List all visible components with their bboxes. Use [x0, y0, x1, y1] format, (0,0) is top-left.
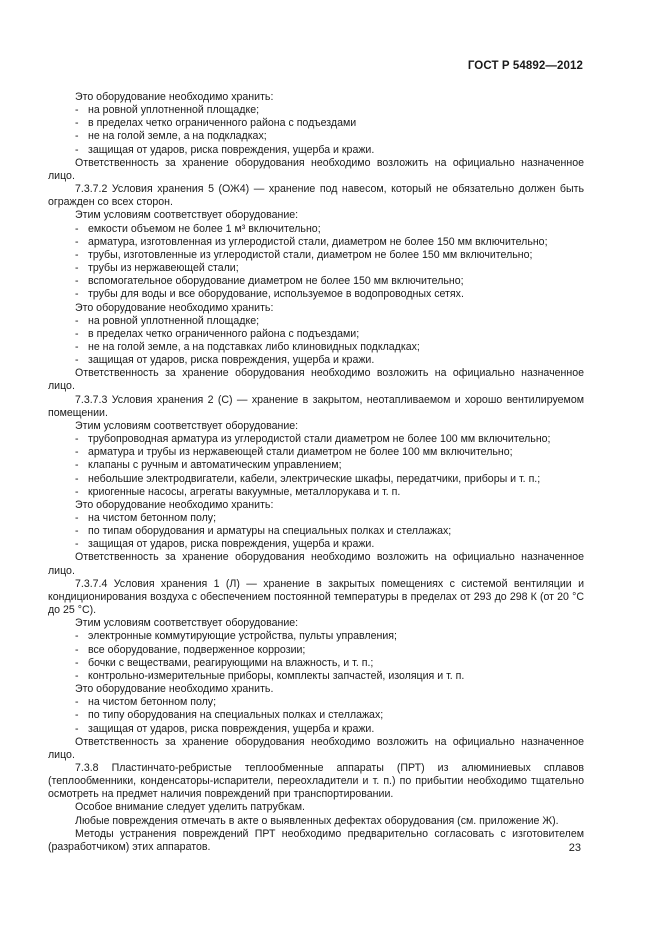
list-item-text: трубы из нержавеющей стали;	[88, 262, 239, 275]
list-item	[48, 486, 584, 499]
list-item	[48, 288, 584, 301]
list-item	[48, 709, 584, 722]
list-dash: -	[75, 709, 79, 722]
list-item-text: в пределах четко ограниченного района с подъездами	[88, 117, 357, 130]
list-dash: -	[75, 630, 79, 643]
list-item	[48, 130, 584, 143]
list-item-text: арматура, изготовленная из углеродистой стали, диаметром не более 150 мм включительно;	[88, 235, 548, 248]
list-item-text: трубы, изготовленные из углеродистой стали, диаметром не более 150 мм включительно;	[88, 248, 533, 261]
list-dash: -	[75, 235, 79, 248]
list-item-text: защищая от ударов, риска повреждения, ущерба и кражи.	[88, 722, 375, 735]
list-dash: -	[75, 314, 79, 327]
list-item	[48, 446, 584, 459]
paragraph: Любые повреждения отмечать в акте о выявленных дефектах оборудования (см. приложение Ж).	[75, 814, 559, 827]
list-item-text: защищая от ударов, риска повреждения, ущерба и кражи.	[88, 143, 375, 156]
list-item-text: защищая от ударов, риска повреждения, ущерба и кражи.	[88, 538, 375, 551]
list-dash: -	[75, 143, 79, 156]
list-item	[48, 459, 584, 472]
paragraph: Это оборудование необходимо хранить.	[75, 683, 274, 696]
list-item-text: небольшие электродвигатели, кабели, электрические шкафы, передатчики, приборы и т. п.;	[88, 472, 541, 485]
list-item-text: емкости объемом не более 1 м³ включительно;	[88, 222, 321, 235]
list-dash: -	[75, 446, 79, 459]
list-dash: -	[75, 485, 79, 498]
list-item-text: по типам оборудования и арматуры на специальных полках и стеллажах;	[88, 525, 452, 538]
list-item	[48, 538, 584, 551]
list-dash: -	[75, 104, 79, 117]
list-item	[48, 512, 584, 525]
list-item	[48, 236, 584, 249]
list-item	[48, 433, 584, 446]
list-item	[48, 670, 584, 683]
paragraph: Ответственность за хранение оборудования необходимо возложить на официально назначенное лицо.	[48, 367, 584, 393]
list-item-text: на ровной уплотненной площадке;	[88, 314, 260, 327]
paragraph: Это оборудование необходимо хранить:	[75, 498, 274, 511]
paragraph: 7.3.7.3 Условия хранения 2 (С) — хранение в закрытом, неотапливаемом и хорошо вентилируемом помещении.	[48, 393, 584, 419]
list-item-text: на чистом бетонном полу;	[88, 696, 217, 709]
list-item-text: не на голой земле, а на подставках либо клиновидных подкладках;	[88, 340, 420, 353]
list-item-text: по типу оборудования на специальных полках и стеллажах;	[88, 709, 384, 722]
list-dash: -	[75, 538, 79, 551]
list-dash: -	[75, 472, 79, 485]
list-item-text: электронные коммутирующие устройства, пульты управления;	[88, 630, 397, 643]
list-item-text: трубы для воды и все оборудование, используемое в водопроводных сетях.	[88, 288, 464, 301]
list-item-text: криогенные насосы, агрегаты вакуумные, металлорукава и т. п.	[88, 485, 401, 498]
list-item-text: трубопроводная арматура из углеродистой стали диаметром не более 100 мм включительно;	[88, 433, 551, 446]
list-item	[48, 104, 584, 117]
list-dash: -	[75, 722, 79, 735]
list-item-text: на чистом бетонном полу;	[88, 512, 217, 524]
list-item	[48, 354, 584, 367]
list-item	[48, 328, 584, 341]
list-dash: -	[75, 525, 79, 538]
list-dash: -	[75, 459, 79, 472]
document-standard-header: ГОСТ Р 54892—2012	[467, 60, 583, 72]
list-dash: -	[75, 222, 79, 235]
paragraph: 7.3.7.4 Условия хранения 1 (Л) — хранение в закрытых помещениях с системой вентиляции и кондиционирования воздуха с обеспечением постоянной температуры в пределах от 293 до 298 К (от 20 °С до 25 °С).	[48, 577, 584, 617]
list-dash: -	[75, 262, 79, 275]
list-item	[48, 473, 584, 486]
list-item	[48, 630, 584, 643]
paragraph: Ответственность за хранение оборудования необходимо возложить на официально назначенное лицо.	[48, 735, 584, 761]
list-item	[48, 696, 584, 709]
list-dash: -	[75, 512, 79, 524]
list-item-text: на ровной уплотненной площадке;	[88, 104, 260, 117]
paragraph: Методы устранения повреждений ПРТ необходимо предварительно согласовать с изготовителем (разработчиком) этих аппаратов.	[48, 827, 584, 853]
list-item	[48, 723, 584, 736]
list-dash: -	[75, 669, 79, 682]
list-item	[48, 262, 584, 275]
list-item-text: все оборудование, подверженное коррозии;	[88, 643, 306, 656]
paragraph: Этим условиям соответствует оборудование:	[75, 419, 299, 432]
list-item	[48, 644, 584, 657]
paragraph: Ответственность за хранение оборудования необходимо возложить на официально назначенное лицо.	[48, 551, 584, 577]
list-item-text: арматура и трубы из нержавеющей стали диаметром не более 100 мм включительно;	[88, 446, 513, 459]
document-body	[48, 91, 584, 854]
list-item	[48, 275, 584, 288]
list-item-text: клапаны с ручным и автоматическим управлением;	[88, 459, 342, 472]
paragraph: Это оборудование необходимо хранить:	[75, 301, 274, 314]
list-dash: -	[75, 117, 79, 130]
list-dash: -	[75, 433, 79, 446]
list-item	[48, 657, 584, 670]
paragraph: 7.3.8 Пластинчато-ребристые теплообменные аппараты (ПРТ) из алюминиевых сплавов (теплообменники, конденсаторы-испарители, переохладители и т. п.) по прибытии необходимо тщательно осмотреть на предмет наличия повреждений при транспортировании.	[48, 761, 584, 801]
list-item-text: контрольно-измерительные приборы, комплекты запчастей, изоляция и т. п.	[88, 669, 465, 682]
list-item	[48, 117, 584, 130]
paragraph: 7.3.7.2 Условия хранения 5 (ОЖ4) — хранение под навесом, который не обязательно должен быть огражден со всех сторон.	[48, 183, 584, 209]
paragraph: Это оборудование необходимо хранить:	[75, 91, 274, 103]
paragraph: Особое внимание следует уделить патрубкам.	[75, 801, 305, 814]
list-item-text: бочки с веществами, реагирующими на влажность, и т. п.;	[88, 656, 374, 669]
list-dash: -	[75, 656, 79, 669]
list-item-text: вспомогательное оборудование диаметром не более 150 мм включительно;	[88, 275, 464, 288]
paragraph: Этим условиям соответствует оборудование:	[75, 209, 299, 222]
list-dash: -	[75, 696, 79, 709]
list-dash: -	[75, 130, 79, 143]
list-item	[48, 341, 584, 354]
list-item-text: защищая от ударов, риска повреждения, ущерба и кражи.	[88, 354, 375, 367]
list-item-text: не на голой земле, а на подкладках;	[88, 130, 267, 143]
list-dash: -	[75, 340, 79, 353]
list-dash: -	[75, 643, 79, 656]
list-item	[48, 144, 584, 157]
list-dash: -	[75, 288, 79, 301]
list-dash: -	[75, 248, 79, 261]
paragraph: Этим условиям соответствует оборудование:	[75, 617, 299, 630]
list-dash: -	[75, 354, 79, 367]
paragraph: Ответственность за хранение оборудования необходимо возложить на официально назначенное лицо.	[48, 156, 584, 182]
list-item	[48, 315, 584, 328]
page-number: 23	[568, 842, 581, 854]
list-dash: -	[75, 275, 79, 288]
list-item	[48, 249, 584, 262]
list-item	[48, 525, 584, 538]
list-item-text: в пределах четко ограниченного района с подъездами;	[88, 327, 360, 340]
list-item	[48, 223, 584, 236]
list-dash: -	[75, 327, 79, 340]
